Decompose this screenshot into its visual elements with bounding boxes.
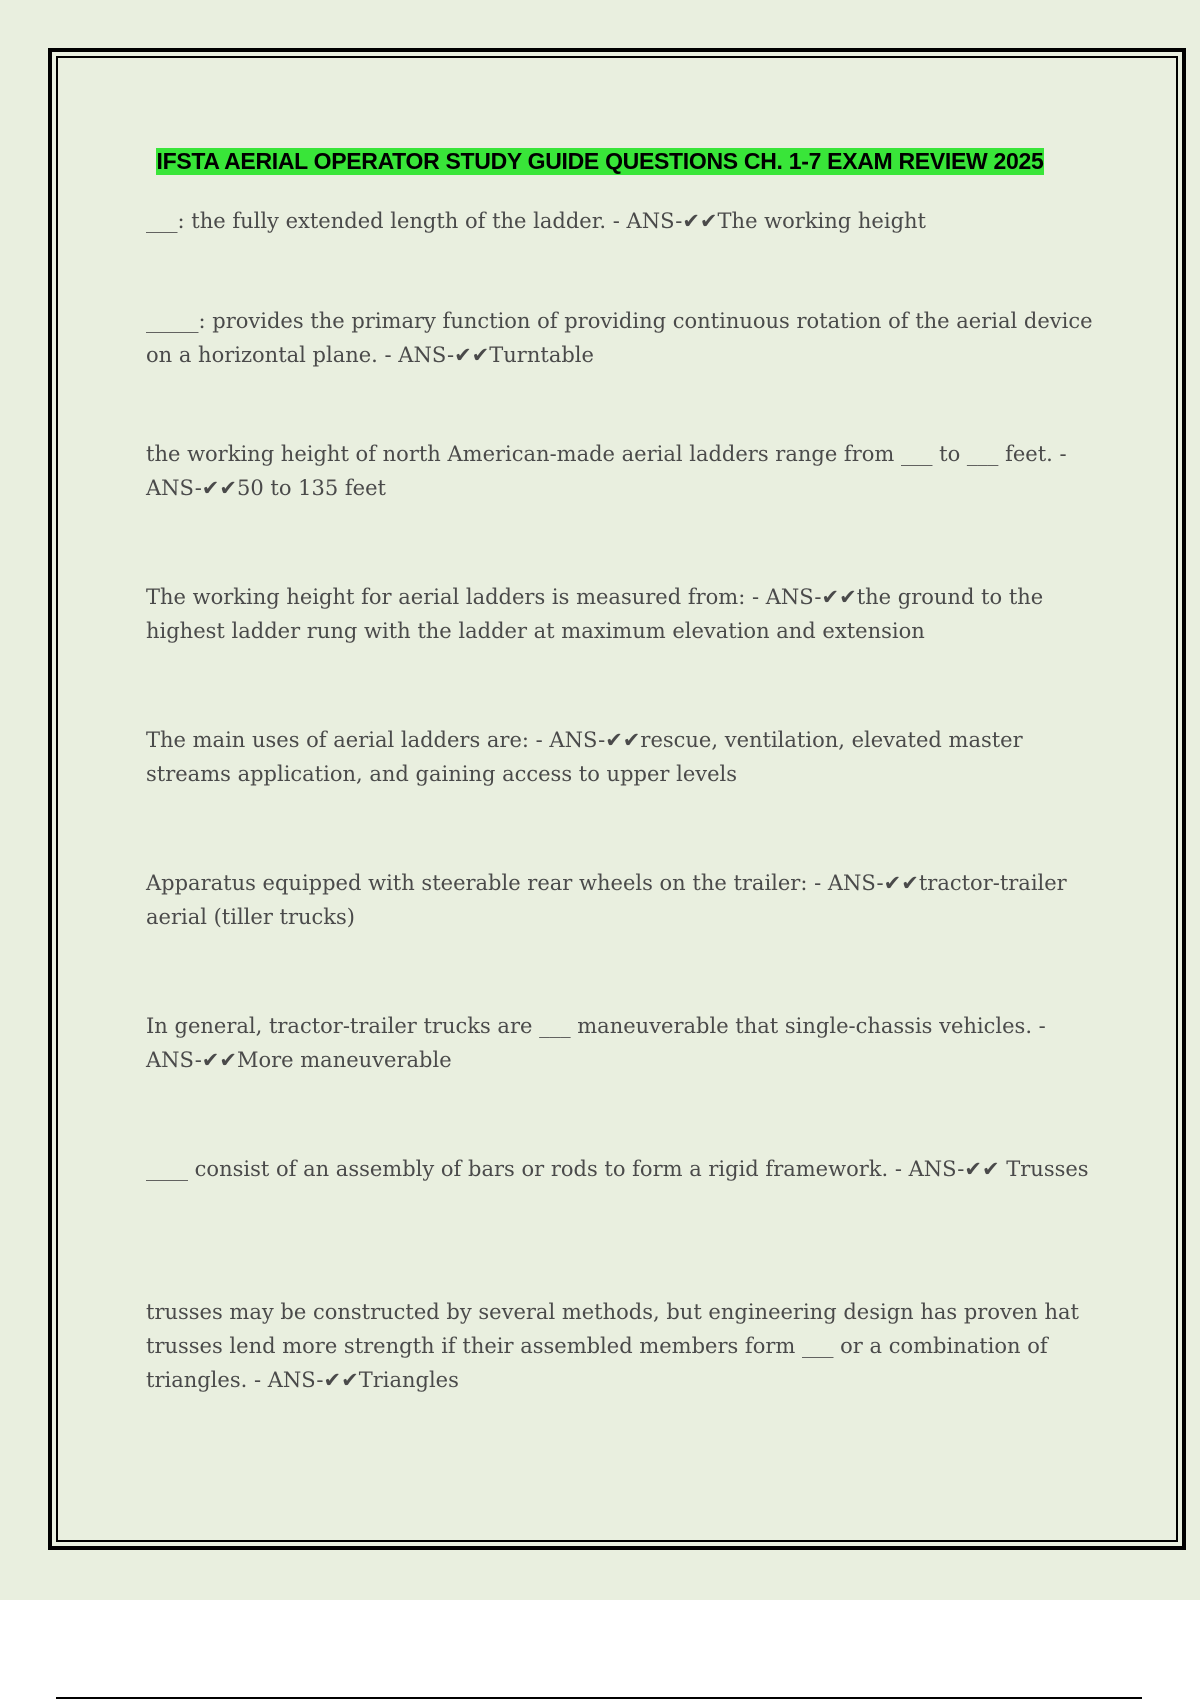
qa-item-2: _____: provides the primary function of providing continuous rotation of the aerial device on a horizontal plane. - ANS-✔✔Turntable — [146, 309, 1093, 367]
footer-divider — [56, 1697, 1142, 1699]
qa-list — [146, 204, 1096, 1397]
qa-item-9: trusses may be constructed by several methods, but engineering design has proven hat trusses lend more strength if their assembled members form ___ or a combination of triangles. - ANS-✔✔Triangles — [146, 1300, 1079, 1392]
qa-item-5: The main uses of aerial ladders are: - ANS-✔✔rescue, ventilation, elevated master streams application, and gaining access to upper levels — [146, 728, 1023, 786]
qa-item-7: In general, tractor-trailer trucks are ___ maneuverable that single-chassis vehicles. - ANS-✔✔More maneuverable — [146, 1014, 1046, 1072]
qa-item-6: Apparatus equipped with steerable rear wheels on the trailer: - ANS-✔✔tractor-trailer aerial (tiller trucks) — [146, 871, 1067, 929]
qa-item-3: the working height of north American-made aerial ladders range from ___ to ___ feet. - ANS-✔✔50 to 135 feet — [146, 442, 1067, 500]
qa-item-8: ____ consist of an assembly of bars or rods to form a rigid framework. - ANS-✔✔ Trusses — [146, 1157, 1089, 1181]
qa-item-1: ___: the fully extended length of the ladder. - ANS-✔✔The working height — [146, 209, 926, 233]
document-title: IFSTA AERIAL OPERATOR STUDY GUIDE QUESTIONS CH. 1-7 EXAM REVIEW 2025 — [156, 148, 1044, 174]
qa-item-4: The working height for aerial ladders is measured from: - ANS-✔✔the ground to the highest ladder rung with the ladder at maximum elevation and extension — [146, 585, 1044, 643]
title-container — [0, 148, 1200, 175]
